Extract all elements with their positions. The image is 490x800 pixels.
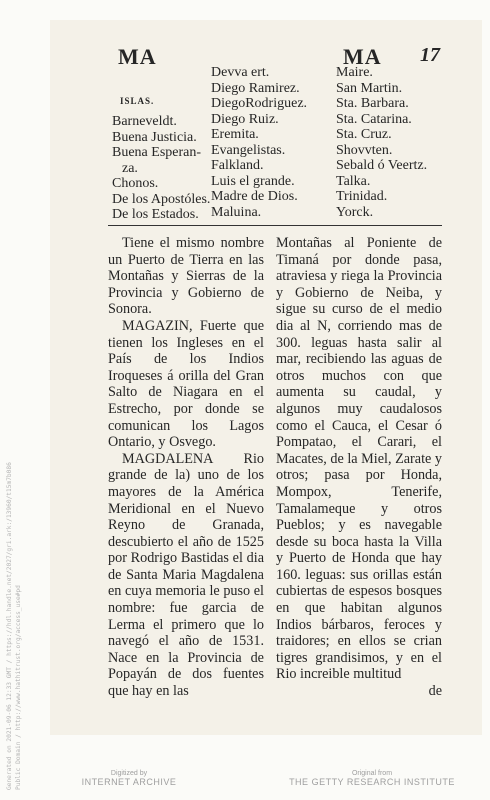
island-name: San Martin.: [336, 80, 403, 96]
islands-column-1: [112, 114, 210, 223]
section-divider: [108, 225, 442, 226]
watermark-line-2: Public Domain / http://www.hathitrust.org/access_use#pd: [15, 585, 22, 790]
running-header-left: MA: [118, 44, 157, 69]
island-name: Madre de Dios.: [211, 189, 298, 204]
island-name: De los Apostóles.: [112, 191, 211, 207]
island-name: Diego Ramirez.: [211, 80, 300, 96]
credit-small-text: Original from: [351, 770, 393, 777]
island-name: Falkland.: [211, 158, 264, 173]
island-name: Trinidad.: [336, 189, 388, 204]
island-name: za.: [122, 160, 138, 176]
island-name: Sta. Barbara.: [336, 96, 409, 111]
paragraph-sonora: Tiene el mismo nombre un Puerto de Tierra en las Montañas y Sierras de la Provincia y Gobierno de Sonora.: [108, 235, 264, 318]
island-name: Barneveldt.: [112, 114, 177, 129]
island-name: Maire.: [336, 65, 373, 80]
islas-heading: ISLAS.: [120, 96, 155, 106]
island-name: Sta. Catarina.: [336, 111, 412, 127]
paragraph-magdalena: MAGDALENA Rio grande de la) uno de los mayores de la América Meridional en el Nuevo Reyno de Granada, descubierto el año de 1525 por Rodrigo Bastidas el dia de Santa Maria Magdalena en cuya memoria le puso el nombre: fue garcia de Lerma el primero que lo navegó el año de 1531. Nace en la Provincia de Popayán de dos fuentes que hay en las: [108, 450, 264, 700]
credit-large-text: INTERNET ARCHIVE: [81, 777, 177, 787]
island-name: Eremita.: [211, 127, 259, 142]
island-name: Yorck.: [336, 204, 374, 220]
island-name: Evangelistas.: [211, 142, 286, 158]
internet-archive-credit: [64, 770, 194, 787]
island-name: Chonos.: [112, 176, 159, 191]
credit-large-text: THE GETTY RESEARCH INSTITUTE: [289, 777, 455, 787]
catchword: de: [428, 683, 442, 700]
islands-column-2: [211, 65, 307, 220]
paragraph-magazin: MAGAZIN, Fuerte que tienen los Ingleses en el País de los Indios Iroqueses á orilla del Gran Salto de Niagara en el Estrecho, por donde se comunican los Lagos Ontario, y Osvego.: [108, 317, 264, 451]
island-name: Talka.: [336, 173, 371, 189]
getty-credit: [272, 770, 472, 787]
hathitrust-watermark: [2, 462, 42, 790]
island-name: Shovvten.: [336, 142, 393, 158]
island-name: Buena Justicia.: [112, 129, 197, 145]
island-name: De los Estados.: [112, 207, 199, 222]
paragraph-magdalena-continued: Montañas al Poniente de Timaná por donde pasa, atraviesa y riega la Provincia y Gobierno de Neiba, y sigue su curso de el medio dia al N, corriendo mas de 300. leguas hasta salir al mar, recibiendo las aguas de otros muchos con que aumenta su caudal, y algunos muy caudalosos como el Cauca, el Cesar ó Pompatao, el Carari, el Macates, de la Miel, Zarate y otros; pasa por Honda, Mompox, Tenerife, Tamalameque y otros Pueblos; y es navegable desde su boca hasta la Villa y Puerto de Honda que hay 160. leguas: sus orillas están cubiertas de espesos bosques en que habitan algunos Indios bárbaros, feroces y traidores; en ellos se crian tigres grandisimos, y en el Rio increible multitud: [276, 235, 442, 683]
page-number: 17: [420, 44, 440, 66]
island-name: Sebald ó Veertz.: [336, 158, 428, 173]
running-header-right: MA: [343, 44, 382, 69]
island-name: Sta. Cruz.: [336, 127, 392, 142]
island-name: DiegoRodriguez.: [211, 96, 308, 111]
island-name: Maluina.: [211, 204, 262, 220]
island-name: Devva ert.: [211, 65, 270, 80]
credit-small-text: Digitized by: [110, 770, 148, 777]
right-text-column: [276, 235, 442, 700]
left-text-column: [108, 235, 264, 700]
islands-column-3: [336, 65, 427, 220]
island-name: Buena Esperan-: [112, 145, 202, 160]
island-name: Luis el grande.: [211, 173, 295, 189]
island-name: Diego Ruiz.: [211, 111, 279, 127]
watermark-line-1: Generated on 2021-09-06 12:33 GMT / https://hdl.handle.net/2027/gri.ark:/13960/t15m7b086: [6, 462, 13, 790]
